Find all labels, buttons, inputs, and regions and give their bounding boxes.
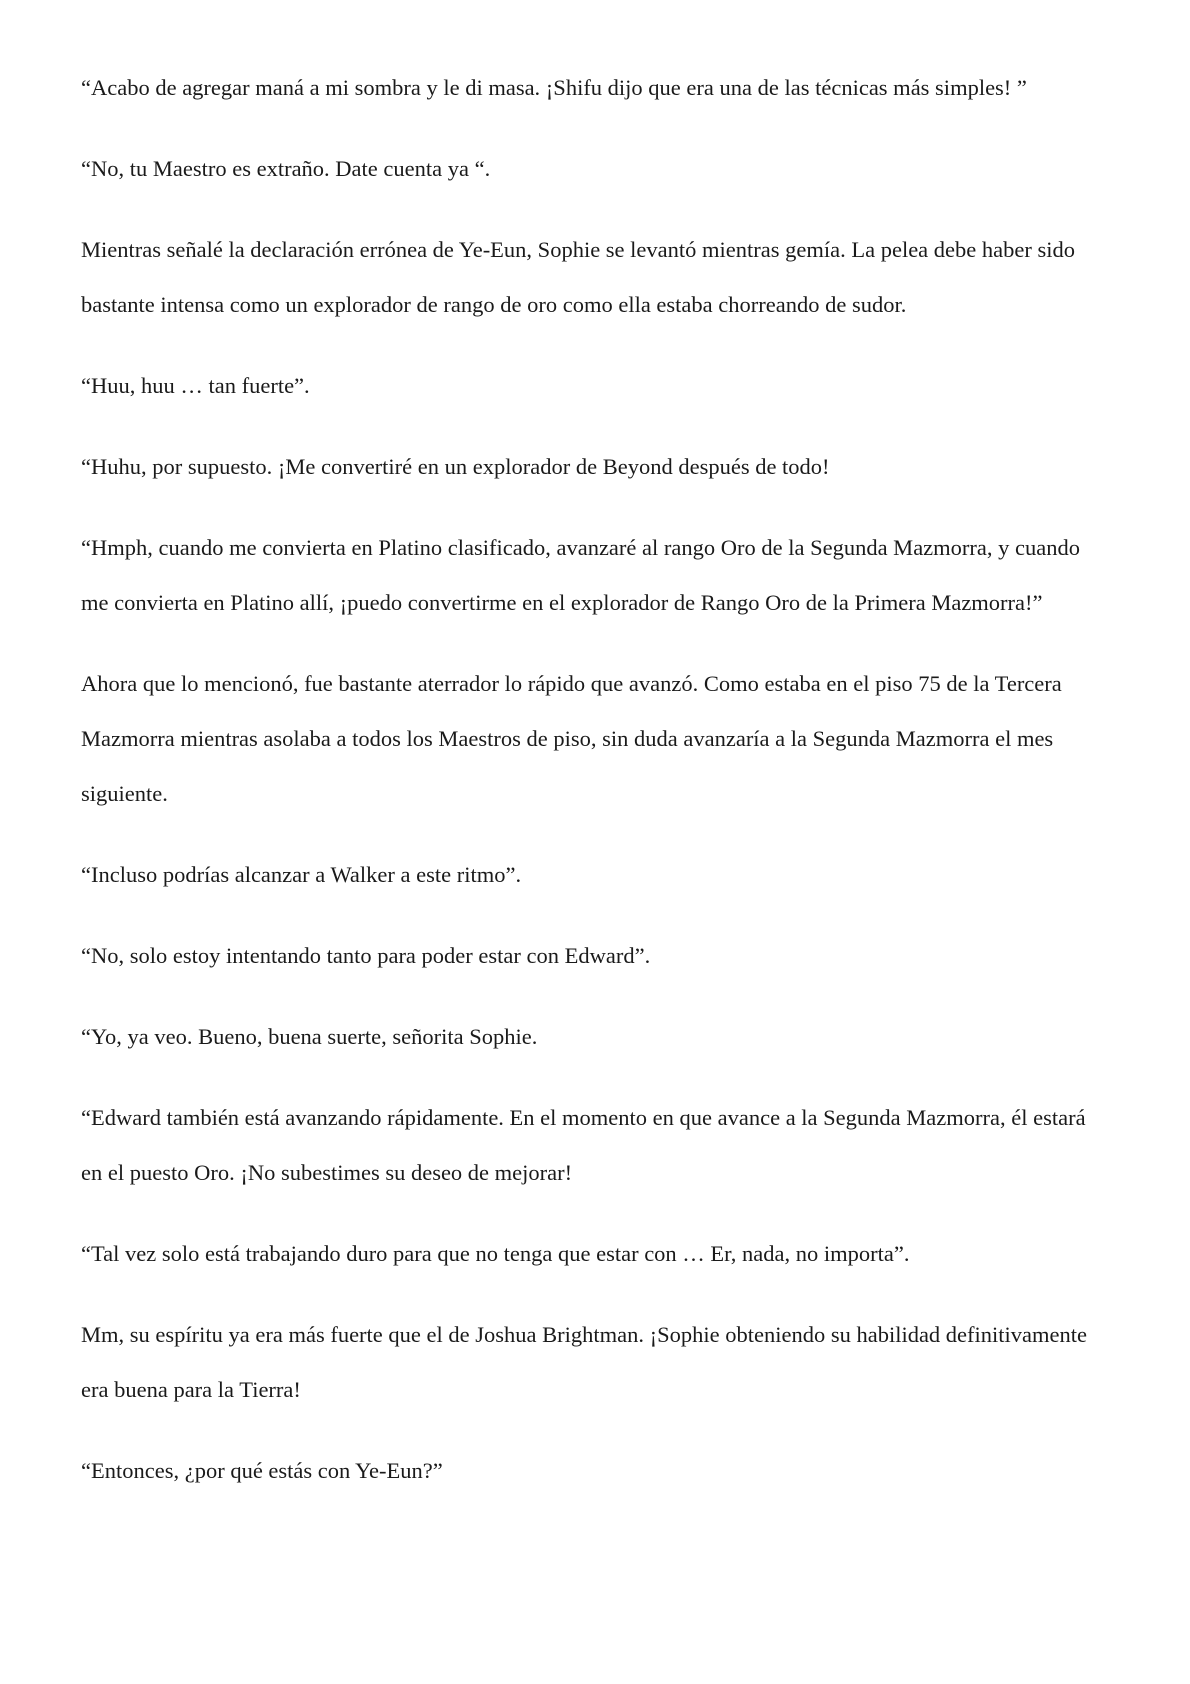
paragraph-13: Mm, su espíritu ya era más fuerte que el de Joshua Brightman. ¡Sophie obteniendo su habilidad definitivamente era buena para la Tierra! (81, 1322, 1088, 1402)
paragraph-5: “Huhu, por supuesto. ¡Me convertiré en un explorador de Beyond después de todo! (81, 454, 830, 479)
paragraph-14: “Entonces, ¿por qué estás con Ye-Eun?” (81, 1458, 443, 1483)
paragraph-4: “Huu, huu … tan fuerte”. (81, 373, 310, 398)
document-body (81, 60, 1111, 1524)
paragraph-2: “No, tu Maestro es extraño. Date cuenta ya “. (81, 156, 491, 181)
paragraph-7: Ahora que lo mencionó, fue bastante aterrador lo rápido que avanzó. Como estaba en el piso 75 de la Tercera Mazmorra mientras asolaba a todos los Maestros de piso, sin duda avanzaría a la Segunda Mazmorra el mes siguiente. (81, 671, 1062, 806)
paragraph-12: “Tal vez solo está trabajando duro para que no tenga que estar con … Er, nada, no importa”. (81, 1241, 910, 1266)
paragraph-11: “Edward también está avanzando rápidamente. En el momento en que avance a la Segunda Mazmorra, él estará en el puesto Oro. ¡No subestimes su deseo de mejorar! (81, 1105, 1086, 1185)
paragraph-8: “Incluso podrías alcanzar a Walker a este ritmo”. (81, 862, 522, 887)
paragraph-1: “Acabo de agregar maná a mi sombra y le di masa. ¡Shifu dijo que era una de las técnicas más simples! ” (81, 75, 1027, 100)
paragraph-3: Mientras señalé la declaración errónea de Ye-Eun, Sophie se levantó mientras gemía. La pelea debe haber sido bastante intensa como un explorador de rango de oro como ella estaba chorreando de sudor. (81, 237, 1075, 317)
paragraph-9: “No, solo estoy intentando tanto para poder estar con Edward”. (81, 943, 651, 968)
paragraph-6: “Hmph, cuando me convierta en Platino clasificado, avanzaré al rango Oro de la Segunda Mazmorra, y cuando me convierta en Platino allí, ¡puedo convertirme en el explorador de Rango Oro de la Primera Mazmorra!” (81, 535, 1080, 615)
paragraph-10: “Yo, ya veo. Bueno, buena suerte, señorita Sophie. (81, 1024, 538, 1049)
